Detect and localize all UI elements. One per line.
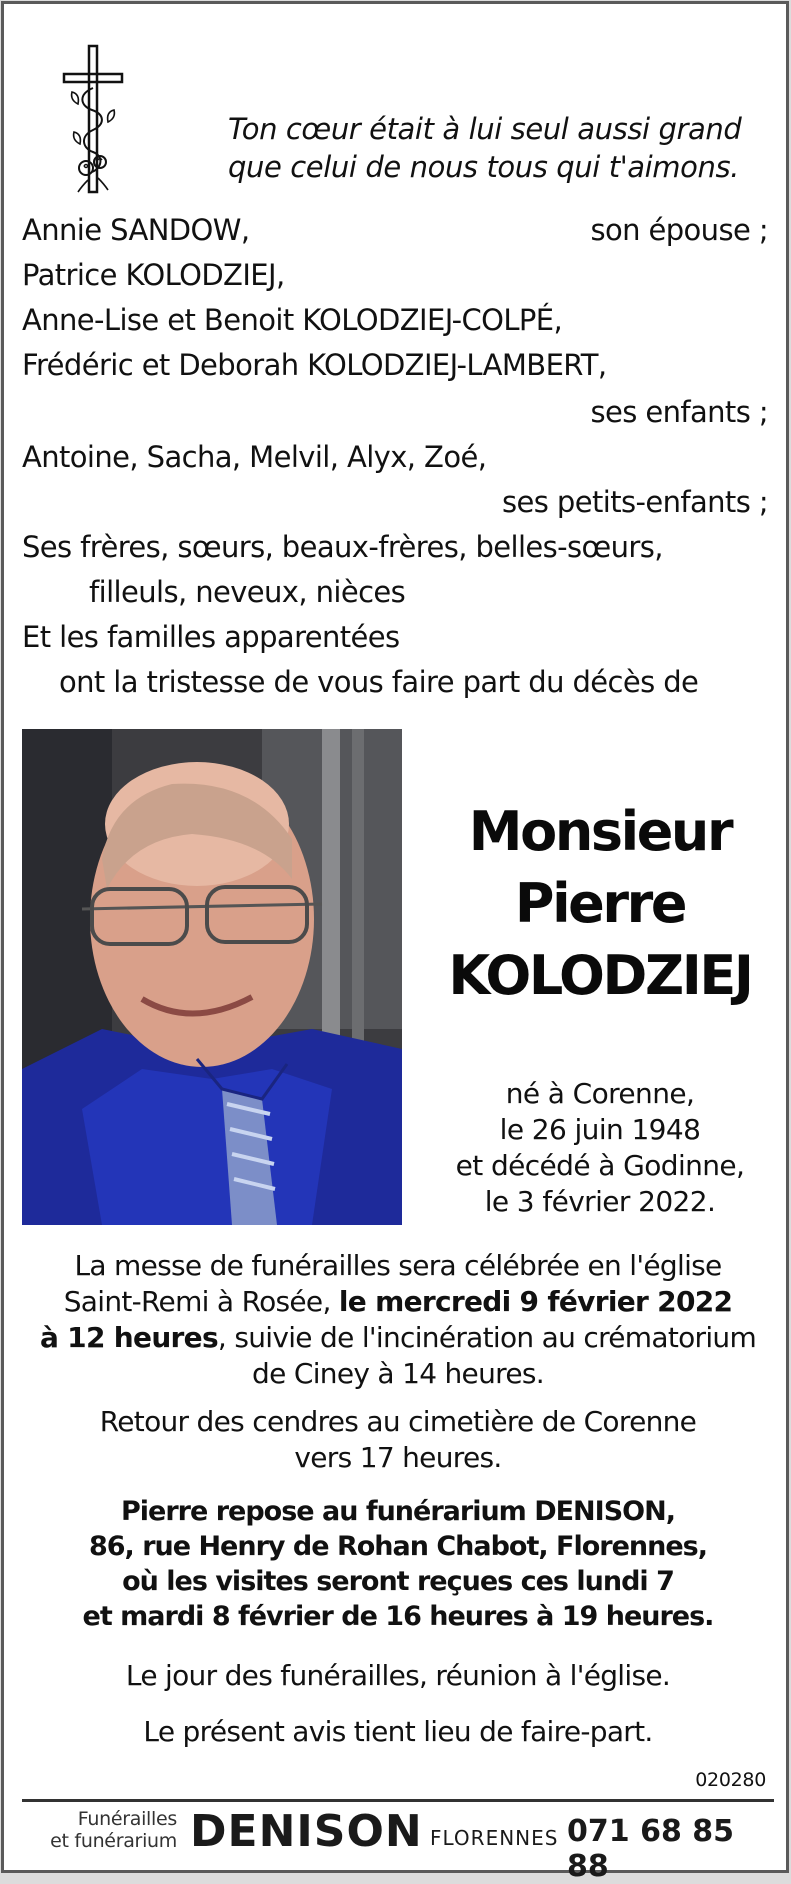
birth-place: né à Corenne, xyxy=(505,1077,695,1110)
ceremony-line-2 xyxy=(22,1284,774,1320)
deceased-last-name: KOLODZIEJ xyxy=(448,944,752,1007)
repose-line-1: Pierre repose au funérarium DENISON, xyxy=(121,1496,675,1527)
death-date: le 3 février 2022. xyxy=(484,1185,716,1218)
child-1: Patrice KOLODZIEJ, xyxy=(22,258,285,292)
children-role: ses enfants ; xyxy=(590,395,768,429)
ceremony-cremation: , suivie de l'incinération au crématorium xyxy=(217,1321,757,1354)
footer-brand: DENISON xyxy=(190,1806,423,1857)
cross-with-roses-icon xyxy=(58,44,128,194)
announcement: ont la tristesse de vous faire part du décès de xyxy=(59,665,699,699)
repose-details xyxy=(22,1494,774,1634)
reference-number: 020280 xyxy=(695,1769,766,1791)
footer-phone: 071 68 85 88 xyxy=(567,1814,735,1884)
footer-label-2: et funérarium xyxy=(50,1830,177,1852)
siblings: Ses frères, sœurs, beaux-frères, belles-sœurs, xyxy=(22,530,663,564)
reunion-note: Le jour des funérailles, réunion à l'église. xyxy=(125,1659,671,1692)
repose-line-3: où les visites seront reçues ces lundi 7 xyxy=(122,1566,674,1597)
obituary-card xyxy=(1,1,789,1884)
grandchildren: Antoine, Sacha, Melvil, Alyx, Zoé, xyxy=(22,440,487,474)
repose-line-4: et mardi 8 février de 16 heures à 19 heures. xyxy=(82,1601,714,1632)
funeral-home-footer xyxy=(22,1799,774,1884)
ceremony-line-1: La messe de funérailles sera célébrée en l'église xyxy=(74,1249,722,1282)
deceased-title: Monsieur xyxy=(468,800,732,863)
epitaph xyxy=(228,110,788,186)
ceremony-date: le mercredi 9 février 2022 xyxy=(338,1285,733,1318)
godchildren: filleuls, neveux, nièces xyxy=(89,575,406,609)
spouse-name: Annie SANDOW, xyxy=(22,213,250,247)
ashes-line-1: Retour des cendres au cimetière de Corenne xyxy=(99,1405,697,1438)
child-3: Frédéric et Deborah KOLODZIEJ-LAMBERT, xyxy=(22,348,607,382)
ceremony-line-3 xyxy=(22,1320,774,1356)
ceremony-time: à 12 heures xyxy=(39,1321,218,1354)
ashes-details xyxy=(22,1404,774,1476)
child-2: Anne-Lise et Benoit KOLODZIEJ-COLPÉ, xyxy=(22,303,563,337)
spouse-role: son épouse ; xyxy=(590,213,768,247)
grandchildren-role: ses petits-enfants ; xyxy=(502,485,768,519)
deceased-first-name: Pierre xyxy=(514,872,686,935)
faire-part-note: Le présent avis tient lieu de faire-part. xyxy=(143,1715,653,1748)
deceased-name xyxy=(424,796,776,1012)
epitaph-line-2: que celui de nous tous qui t'aimons. xyxy=(228,150,739,184)
footer-service-label xyxy=(22,1808,177,1852)
ashes-line-2: vers 17 heures. xyxy=(294,1441,502,1474)
birth-date: le 26 juin 1948 xyxy=(499,1113,701,1146)
ceremony-line-4: de Ciney à 14 heures. xyxy=(252,1357,544,1390)
repose-line-2: 86, rue Henry de Rohan Chabot, Florennes, xyxy=(88,1531,708,1562)
portrait-photo xyxy=(22,729,402,1225)
relatives: Et les familles apparentées xyxy=(22,620,400,654)
life-dates xyxy=(424,1076,776,1220)
ceremony-details xyxy=(22,1248,774,1392)
epitaph-line-1: Ton cœur était à lui seul aussi grand xyxy=(228,112,742,146)
ceremony-church: Saint-Remi à Rosée, xyxy=(63,1285,339,1318)
footer-label-1: Funérailles xyxy=(77,1808,177,1830)
footer-city: FLORENNES xyxy=(430,1826,559,1850)
death-place: et décédé à Godinne, xyxy=(455,1149,745,1182)
